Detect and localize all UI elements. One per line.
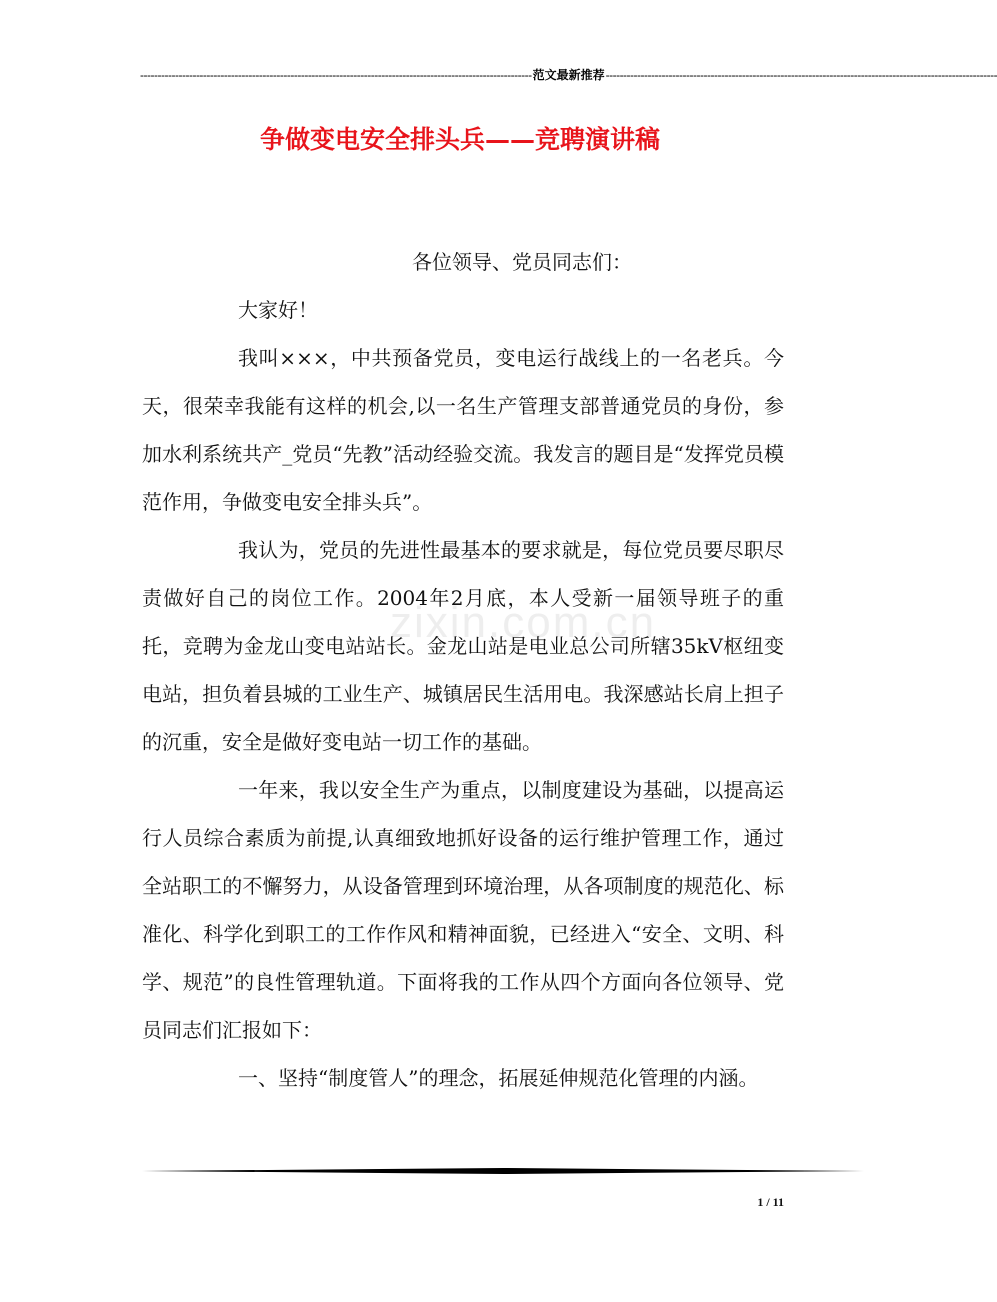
- header-label: 范文最新推荐: [532, 68, 605, 82]
- paragraph: 一、坚持“制度管人”的理念，拓展延伸规范化管理的内涵。: [238, 1066, 759, 1090]
- paragraph: 我认为，党员的先进性最基本的要求就是，每位党员要尽职尽责做好自己的岗位工作。2004年2月底，本人受新一届领导班子的重托，竞聘为金龙山变电站站长。金龙山站是电业总公司所辖35kV枢纽变电站，担负着县城的工业生产、城镇居民生活用电。我深感站长肩上担子的沉重，安全是做好变电站一切工作的基础。: [142, 538, 784, 754]
- paragraph: 一年来，我以安全生产为重点，以制度建设为基础，以提高运行人员综合素质为前提,认真细致地抓好设备的运行维护管理工作，通过全站职工的不懈努力，从设备管理到环境治理，从各项制度的规范化、标准化、科学化到职工的工作作风和精神面貌，已经进入“安全、文明、科学、规范”的良性管理轨道。下面将我的工作从四个方面向各位领导、党员同志们汇报如下：: [142, 778, 784, 1042]
- paragraph: 我叫×××，中共预备党员，变电运行战线上的一名老兵。今天，很荣幸我能有这样的机会,以一名生产管理支部普通党员的身份，参加水利系统共产_党员“先教”活动经验交流。我发言的题目是“发挥党员模范作用，争做变电安全排头兵”。: [142, 346, 784, 514]
- header-dashes-right: ----------------------------------------------------------------------------------------------------------------: [605, 68, 997, 82]
- page-number: 1 / 11: [757, 1195, 784, 1209]
- page-header: [140, 68, 997, 82]
- salutation: 各位领导、党员同志们：: [412, 250, 632, 274]
- greeting: 大家好！: [238, 298, 318, 322]
- header-dashes-left: ----------------------------------------------------------------------------------------------------------------: [140, 68, 532, 82]
- watermark: zixin.com.cn: [390, 598, 657, 647]
- document-title: 争做变电安全排头兵——竞聘演讲稿: [259, 125, 660, 154]
- document-body: [142, 238, 784, 1102]
- footer-divider: [142, 1168, 864, 1174]
